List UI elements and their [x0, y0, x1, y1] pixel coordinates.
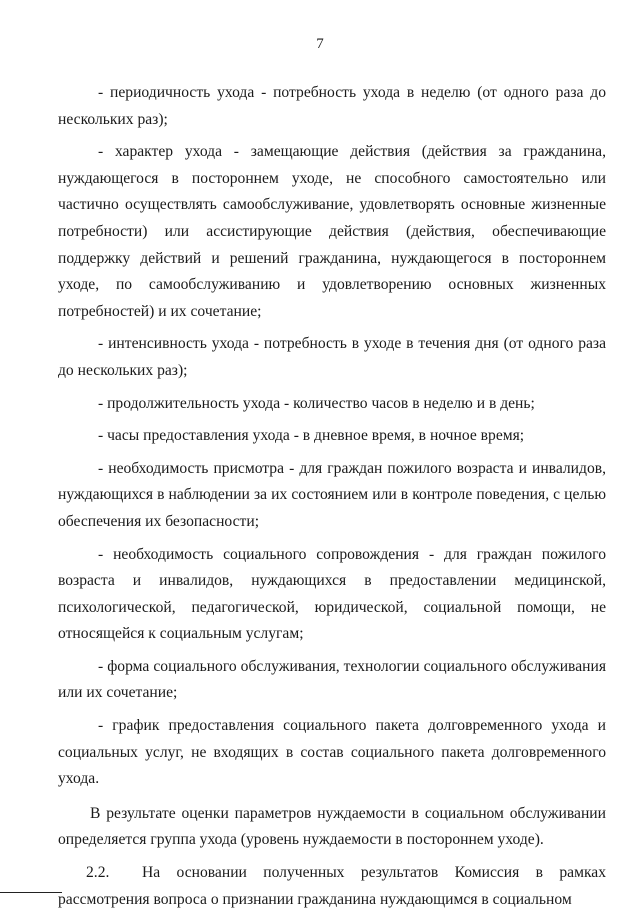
section-text: На основании полученных результатов Комиссия в рамках рассмотрения вопроса о признании гражданина нуждающимся в социальном [58, 864, 606, 908]
document-body [58, 80, 606, 919]
result-paragraph: В результате оценки параметров нуждаемости в социальном обслуживании определяется группа ухода (уровень нуждаемости в постороннем уходе). [58, 804, 606, 849]
list-item: - интенсивность ухода - потребность в уходе в течения дня (от одного раза до нескольких раз); [58, 335, 606, 379]
page-number: 7 [316, 36, 324, 52]
list-item: - необходимость присмотра - для граждан пожилого возраста и инвалидов, нуждающихся в наблюдении за их состоянием или в контроле поведения, с целью обеспечения их безопасности; [58, 459, 606, 530]
section-number: 2.2. [86, 864, 110, 882]
list-item: - периодичность ухода - потребность ухода в неделю (от одного раза до нескольких раз); [58, 84, 606, 128]
list-item: - форма социального обслуживания, технологии социального обслуживания или их сочетание; [58, 657, 606, 702]
list-item: - необходимость социального сопровождения - для граждан пожилого возраста и инвалидов, нуждающихся в предоставлении медицинской, психологической, педагогической, юридической, социальной помощи, не относящейся к социальным услугам; [58, 545, 606, 643]
list-item: - часы предоставления ухода - в дневное время, в ночное время; [98, 427, 525, 445]
list-item: - продолжительность ухода - количество часов в неделю и в день; [98, 394, 535, 412]
footnote-divider [0, 892, 62, 893]
list-item: - характер ухода - замещающие действия (действия за гражданина, нуждающегося в постороннем уходе, не способного самостоятельно или частично осуществлять самообслуживание, удовлетворять основные жизненные потребности) или ассистирующие действия (действия, обеспечивающие поддержку действий и решений гражданина, нуждающегося в постороннем уходе, по самообслуживанию и удовлетворению основных жизненных потребностей) и их сочетание; [58, 143, 606, 320]
section-paragraph [58, 860, 606, 913]
list-item: - график предоставления социального пакета долговременного ухода и социальных услуг, не входящих в состав социального пакета долговременного ухода. [58, 717, 606, 788]
